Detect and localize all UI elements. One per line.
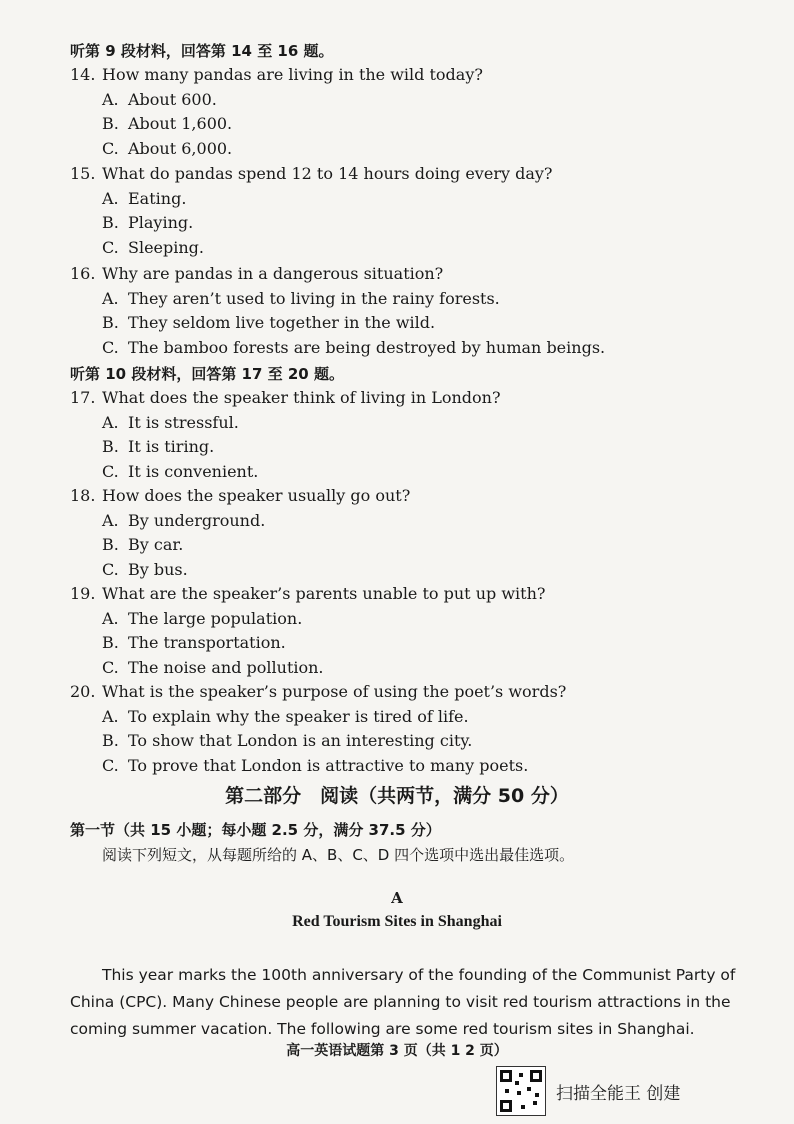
- option-18-a: [102, 510, 265, 532]
- option-19-c: [102, 657, 324, 679]
- question-text: What are the speaker’s parents unable to put up with?: [102, 584, 546, 603]
- option-label: A.: [102, 89, 119, 109]
- question-number: 18.: [70, 486, 96, 505]
- option-text: It is stressful.: [128, 412, 239, 432]
- option-label: A.: [102, 188, 119, 208]
- option-text: By underground.: [128, 510, 266, 530]
- question-text: How many pandas are living in the wild today?: [102, 65, 483, 84]
- question-number: 17.: [70, 388, 96, 407]
- option-text: Playing.: [128, 213, 194, 232]
- option-text: Sleeping.: [128, 237, 205, 257]
- option-text: By car.: [128, 535, 184, 554]
- option-20-a: [102, 706, 469, 728]
- question-16: [70, 263, 443, 285]
- option-15-b: [102, 212, 193, 234]
- question-14: [70, 64, 483, 86]
- article-line-2: China (CPC). Many Chinese people are planning to visit red tourism attractions in the: [70, 993, 731, 1011]
- question-text: Why are pandas in a dangerous situation?: [102, 264, 444, 283]
- option-20-b: [102, 730, 472, 752]
- article-letter: A: [391, 889, 403, 907]
- option-text: To prove that London is attractive to many poets.: [128, 755, 529, 775]
- option-label: C.: [102, 657, 119, 677]
- option-label: B.: [102, 437, 119, 456]
- watermark-text: 扫描全能王 创建: [556, 1083, 681, 1104]
- question-number: 20.: [70, 682, 96, 701]
- question-17: [70, 387, 501, 409]
- question-20: [70, 681, 566, 703]
- option-text: About 1,600.: [128, 114, 233, 133]
- option-label: C.: [102, 138, 119, 158]
- option-label: A.: [102, 510, 119, 530]
- section-9-header: 听第 9 段材料，回答第 14 至 16 题。: [70, 42, 334, 60]
- option-label: A.: [102, 288, 119, 308]
- option-16-b: [102, 312, 435, 334]
- question-text: What does the speaker think of living in London?: [102, 388, 501, 407]
- option-text: They aren’t used to living in the rainy forests.: [128, 288, 500, 308]
- question-number: 15.: [70, 164, 96, 183]
- option-label: A.: [102, 706, 119, 726]
- article-title: Red Tourism Sites in Shanghai: [292, 913, 502, 930]
- option-text: By bus.: [128, 559, 188, 579]
- section1-instruction: 阅读下列短文，从每题所给的 A、B、C、D 四个选项中选出最佳选项。: [102, 846, 575, 864]
- article-line-3: coming summer vacation. The following are some red tourism sites in Shanghai.: [70, 1020, 695, 1038]
- option-text: It is tiring.: [128, 437, 215, 456]
- option-19-a: [102, 608, 302, 630]
- question-19: [70, 583, 545, 605]
- option-18-c: [102, 559, 188, 581]
- question-number: 14.: [70, 65, 96, 84]
- option-16-a: [102, 288, 500, 310]
- option-label: B.: [102, 535, 119, 554]
- option-text: About 6,000.: [128, 138, 233, 158]
- question-text: How does the speaker usually go out?: [102, 486, 411, 505]
- option-17-c: [102, 461, 258, 483]
- option-label: C.: [102, 461, 119, 481]
- option-text: The transportation.: [128, 633, 286, 652]
- question-18: [70, 485, 410, 507]
- option-text: The bamboo forests are being destroyed by human beings.: [128, 337, 606, 357]
- page-footer: 高一英语试题第 3 页（共 1 2 页）: [286, 1043, 508, 1059]
- option-text: To show that London is an interesting city.: [128, 731, 473, 750]
- scanner-watermark: [496, 1066, 680, 1116]
- option-label: C.: [102, 237, 119, 257]
- option-label: A.: [102, 608, 119, 628]
- option-18-b: [102, 534, 183, 556]
- section-10-header: 听第 10 段材料，回答第 17 至 20 题。: [70, 365, 344, 383]
- option-19-b: [102, 632, 286, 654]
- question-number: 16.: [70, 264, 96, 283]
- section1-header: 第一节（共 15 小题；每小题 2.5 分，满分 37.5 分）: [70, 821, 441, 839]
- option-text: About 600.: [128, 89, 217, 109]
- option-17-b: [102, 436, 214, 458]
- option-label: C.: [102, 337, 119, 357]
- part2-title: 第二部分 阅读（共两节，满分 50 分）: [225, 785, 569, 807]
- option-14-b: [102, 113, 232, 135]
- option-label: B.: [102, 313, 119, 332]
- option-16-c: [102, 337, 605, 359]
- option-15-a: [102, 188, 186, 210]
- question-text: What do pandas spend 12 to 14 hours doing every day?: [102, 164, 553, 183]
- option-17-a: [102, 412, 239, 434]
- question-15: [70, 163, 552, 185]
- option-label: C.: [102, 755, 119, 775]
- option-15-c: [102, 237, 204, 259]
- question-number: 19.: [70, 584, 96, 603]
- option-text: It is convenient.: [128, 461, 259, 481]
- option-label: B.: [102, 731, 119, 750]
- option-text: Eating.: [128, 188, 187, 208]
- option-14-c: [102, 138, 232, 160]
- option-14-a: [102, 89, 217, 111]
- option-20-c: [102, 755, 528, 777]
- option-label: C.: [102, 559, 119, 579]
- option-label: B.: [102, 213, 119, 232]
- option-label: B.: [102, 633, 119, 652]
- option-text: To explain why the speaker is tired of life.: [128, 706, 469, 726]
- option-text: They seldom live together in the wild.: [128, 313, 436, 332]
- option-label: A.: [102, 412, 119, 432]
- option-text: The noise and pollution.: [128, 657, 324, 677]
- option-text: The large population.: [128, 608, 303, 628]
- option-label: B.: [102, 114, 119, 133]
- article-line-1: This year marks the 100th anniversary of the founding of the Communist Party of: [102, 966, 736, 984]
- question-text: What is the speaker’s purpose of using the poet’s words?: [102, 682, 567, 701]
- qr-code-icon: [496, 1066, 546, 1116]
